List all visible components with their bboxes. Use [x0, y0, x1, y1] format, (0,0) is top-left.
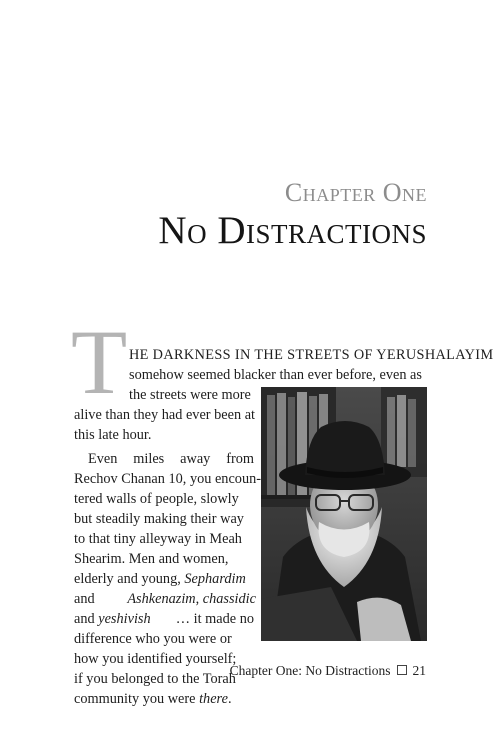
drop-cap: T — [71, 311, 128, 413]
text-run-italic: Sephardim — [184, 571, 246, 587]
text-line: somehow seemed blacker than ever before, even as — [129, 367, 422, 383]
text-run-group — [74, 609, 151, 629]
text-line: Even miles away from — [88, 451, 254, 467]
text-line: tered walls of people, slowly — [74, 491, 239, 507]
text-run: and — [74, 611, 99, 627]
text-line: if you belonged to the Torah — [74, 671, 236, 687]
text-run-italic: chassidic — [202, 591, 256, 607]
running-head: Chapter One: No Distractions — [229, 663, 391, 678]
text-line — [74, 689, 232, 709]
chapter-label: Chapter One — [284, 178, 427, 207]
text-run: … it made no — [175, 611, 254, 627]
text-line: but steadily making their way — [74, 511, 244, 527]
text-run: and — [74, 591, 95, 607]
page-footer — [230, 663, 426, 679]
text-line: this late hour. — [74, 427, 152, 443]
separator-box-icon — [397, 665, 407, 675]
text-run-italic: there — [199, 691, 228, 707]
text-line: to that tiny alleyway in Meah — [74, 531, 242, 547]
text-run: , — [195, 591, 203, 607]
text-run-group — [127, 589, 256, 609]
text-line — [74, 569, 246, 589]
text-line — [74, 609, 254, 629]
text-run: . — [227, 691, 232, 707]
text-run-italic: Ashkenazim — [127, 591, 196, 607]
text-line: how you identified yourself; — [74, 651, 237, 667]
text-line: the streets were more — [129, 387, 251, 403]
text-line: difference who you were or — [74, 631, 232, 647]
chapter-title: No Distractions — [158, 209, 427, 252]
text-line: Rechov Chanan 10, you encoun- — [74, 471, 262, 487]
text-line: alive than they had ever been at — [74, 407, 256, 423]
text-run: elderly and young, — [74, 571, 185, 587]
text-line: HE DARKNESS IN THE STREETS OF YERUSHALAYIM — [129, 347, 494, 363]
page-number: 21 — [412, 663, 426, 678]
text-run-italic: yeshivish — [98, 611, 151, 627]
text-line — [74, 589, 256, 609]
rabbi-portrait-photo — [261, 387, 427, 641]
text-run: community you were — [74, 691, 200, 707]
portrait-image — [261, 387, 427, 641]
text-line: Shearim. Men and women, — [74, 551, 229, 567]
